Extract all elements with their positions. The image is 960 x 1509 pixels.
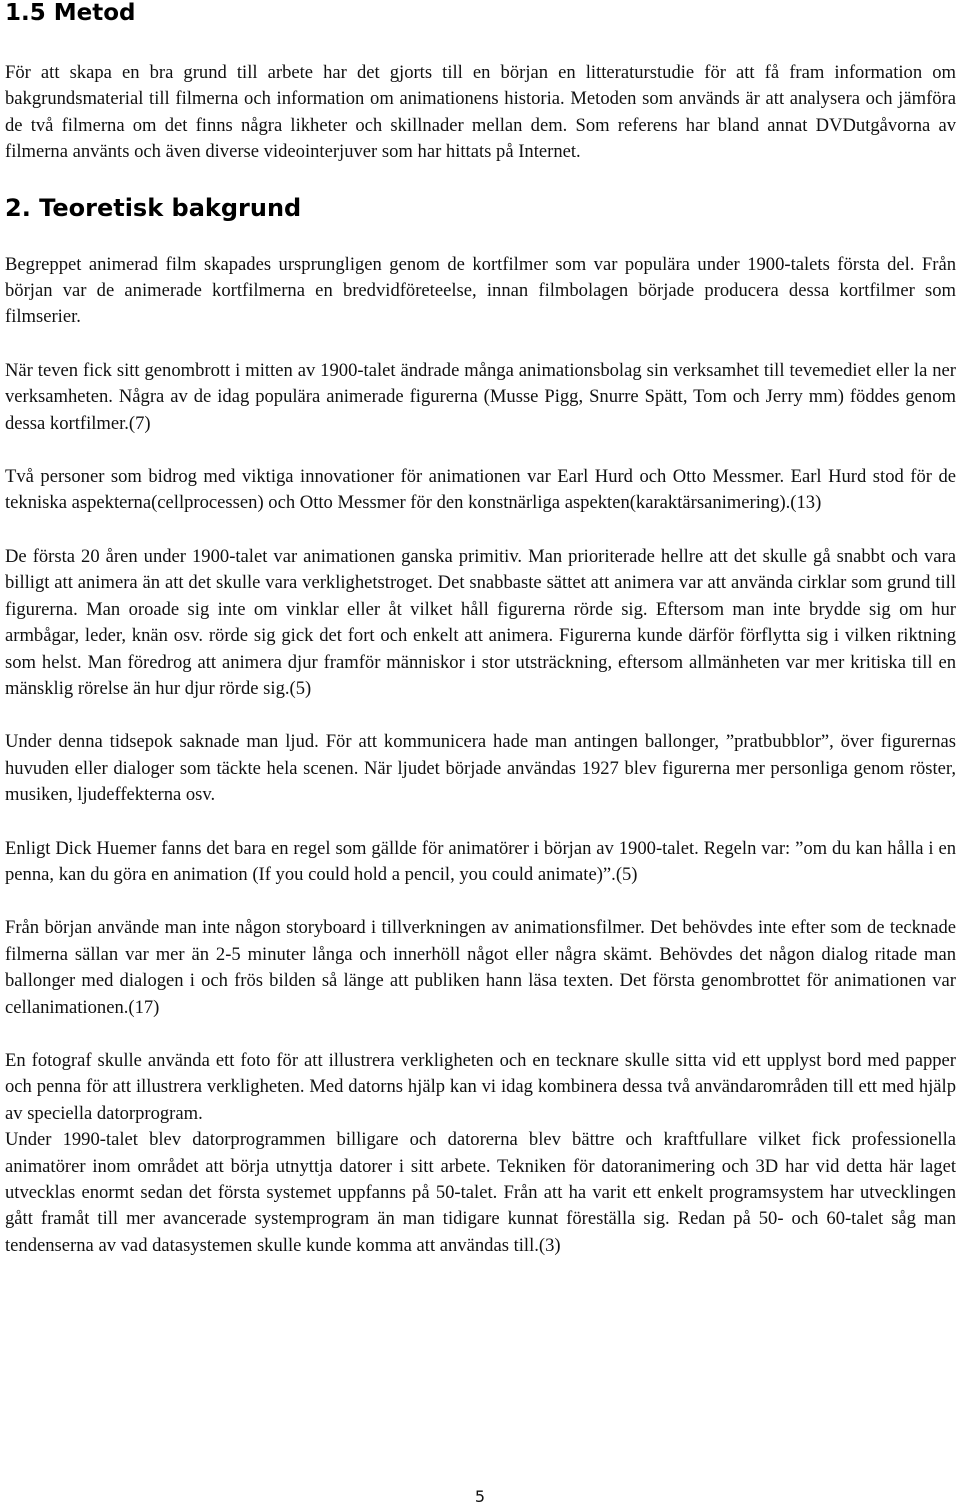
paragraph-fotograf: En fotograf skulle använda ett foto för att illustrera verkligheten och en tecknare skulle sitta vid ett upplyst bord med papper och penna för att illustrera verkligheten. Med datorns hjälp kan vi idag kombinera dessa två användarområden till ett med hjälp av speciella datorprogram. — [5, 1049, 956, 1124]
section-heading-metod: 1.5 Metod — [5, 0, 136, 26]
section-heading-teoretisk-bakgrund: 2. Teoretisk bakgrund — [5, 193, 302, 222]
paragraph-forsta-20-aren: De första 20 åren under 1900-talet var animationen ganska primitiv. Man prioriterade hellre att det skulle gå snabbt och vara billigt att animera än att det skulle vara verklighetstroget. Det snabbaste sättet att animera var att använda cirklar som grund till figurerna. Man oroade sig inte om vinklar eller åt vilket håll figurerna rörde sig. Eftersom man inte brydde sig om hur armbågar, leder, knän osv. rörde sig gick det fort och enkelt att animera. Figurerna kunde därför förflytta sig i vilken riktning som helst. Man föredrog att animera djur framför människor i stor utsträckning, eftersom allmänheten var mer kritiska till en mänsklig rörelse än hur djur rörde sig.(5) — [5, 545, 956, 699]
paragraph-metod: För att skapa en bra grund till arbete har det gjorts till en början en litteraturstudie för att få fram information om bakgrundsmaterial till filmerna och information om animationens historia. Metoden som används är att analysera och jämföra de två filmerna om det finns några likheter och skillnader mellan dem. Som referens har bland annat DVDutgåvorna av filmerna använts och även diverse videointerjuver som har hittats på Internet. — [5, 62, 956, 163]
paragraph-storyboard: Från början använde man inte någon storyboard i tillverkningen av animationsfilmer. Det behövdes inte efter som de tecknade filmerna sällan var mer än 2-5 minuter långa och innerhöll något eller några skämt. Behövdes det någon dialog ritade man ballonger med dialogen i och frös bilden så länge att publiken hann läsa texten. Det första genombrottet för animationen var cellanimationen.(17) — [5, 917, 956, 1018]
paragraph-animerad-film: Begreppet animerad film skapades ursprungligen genom de kortfilmer som var populära under 1900-talets första del. Från början var de animerade kortfilmerna en bredvidföreteelse, innan filmbolagen började producera dessa kortfilmer som filmserier. — [5, 253, 956, 328]
paragraph-earl-hurd: Två personer som bidrog med viktiga innovationer för animationen var Earl Hurd och Otto Messmer. Earl Hurd stod för de tekniska aspekterna(cellprocessen) och Otto Messmer för den konstnärliga aspekten(karaktärsanimering).(13) — [5, 466, 956, 514]
paragraph-dick-huemer: Enligt Dick Huemer fanns det bara en regel som gällde för animatörer i början av 1900-talet. Regeln var: ”om du kan hålla i en penna, kan du göra en animation (If you could hold a pencil, you could animate)”.(5) — [5, 837, 956, 885]
paragraph-teven: När teven fick sitt genombrott i mitten av 1900-talet ändrade många animationsbolag sin verksamhet till tevemediet eller la ner verksamheten. Några av de idag populära animerade figurerna (Musse Pigg, Snurre Spätt, Tom och Jerry mm) föddes genom dessa kortfilmer.(7) — [5, 359, 956, 434]
paragraph-1990-talet: Under 1990-talet blev datorprogrammen billigare och datorerna blev bättre och kraftfullare vilket fick professionella animatörer inom området att börja utnyttja datorer i sitt arbete. Tekniken för datoranimering och 3D har vid detta här laget utvecklas enormt sedan det första systemet uppfanns på 50-talet. Från att ha varit ett enkelt programsystem har utvecklingen gått framåt till mer avancerade systemprogram än man tidigare kunnat föreställa sig. Redan på 50- och 60-talet såg man tendenserna av vad datasystemen skulle kunde komma att användas till.(3) — [5, 1129, 956, 1256]
paragraph-ljud: Under denna tidsepok saknade man ljud. För att kommunicera hade man antingen ballonger, ”pratbubblor”, över figurernas huvuden eller dialoger som täckte hela scenen. När ljudet började användas 1927 blev figurerna mer personliga genom röster, musiken, ljudeffekterna osv. — [5, 731, 956, 806]
document-page — [5, 0, 956, 1259]
page-number: 5 — [474, 1487, 486, 1506]
